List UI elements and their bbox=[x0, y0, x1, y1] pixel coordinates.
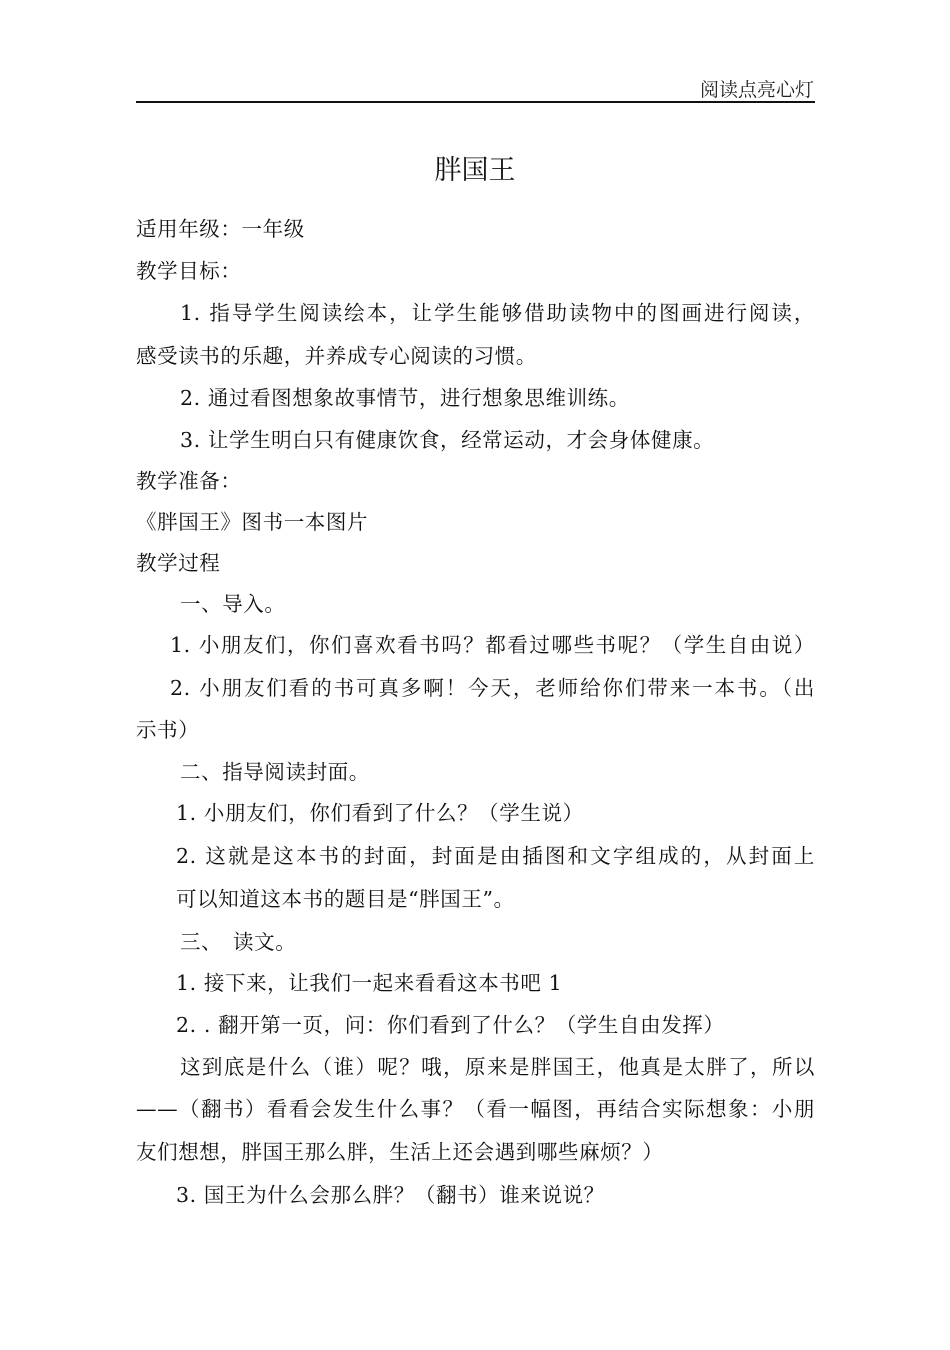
header-rule bbox=[136, 101, 815, 103]
preparation-heading: 教学准备： bbox=[136, 469, 242, 493]
section-2-item-2-line-1: 2. 这就是这本书的封面，封面是由插图和文字组成的，从封面上 bbox=[176, 844, 815, 868]
objective-3: 3. 让学生明白只有健康饮食，经常运动，才会身体健康。 bbox=[180, 428, 715, 452]
section-3-item-1: 1. 接下来，让我们一起来看看这本书吧 1 bbox=[176, 971, 563, 995]
section-2-item-2-line-2: 可以知道这本书的题目是“胖国王”。 bbox=[176, 887, 515, 911]
section-2-item-1: 1. 小朋友们，你们看到了什么？（学生说） bbox=[176, 801, 584, 825]
preparation-content: 《胖国王》图书一本图片 bbox=[136, 510, 369, 534]
section-3-para-line-2: ——（翻书）看看会发生什么事？（看一幅图，再结合实际想象：小朋 bbox=[136, 1097, 815, 1121]
objective-1-line-2: 感受读书的乐趣，并养成专心阅读的习惯。 bbox=[136, 344, 537, 368]
header-text: 阅读点亮心灯 bbox=[699, 79, 814, 101]
objective-1-line-1: 1. 指导学生阅读绘本，让学生能够借助读物中的图画进行阅读， bbox=[180, 301, 815, 325]
objectives-heading: 教学目标： bbox=[136, 259, 242, 283]
section-2-heading: 二、指导阅读封面。 bbox=[180, 760, 370, 784]
section-3-para-line-1: 这到底是什么（谁）呢？哦，原来是胖国王，他真是太胖了，所以 bbox=[180, 1055, 815, 1079]
process-heading: 教学过程 bbox=[136, 551, 221, 575]
section-3-heading: 三、 读文。 bbox=[180, 930, 297, 954]
objective-2: 2. 通过看图想象故事情节，进行想象思维训练。 bbox=[180, 386, 630, 410]
section-1-item-2-line-1: 2. 小朋友们看的书可真多啊！今天，老师给你们带来一本书。（出 bbox=[170, 676, 815, 700]
grade-line: 适用年级：一年级 bbox=[136, 217, 305, 241]
section-3-item-2: 2. . 翻开第一页，问：你们看到了什么？（学生自由发挥） bbox=[176, 1013, 725, 1037]
section-3-para-line-3: 友们想想，胖国王那么胖，生活上还会遇到哪些麻烦？） bbox=[136, 1140, 664, 1164]
section-3-item-3: 3. 国王为什么会那么胖？（翻书）谁来说说？ bbox=[176, 1183, 605, 1207]
section-1-item-2-line-2: 示书） bbox=[136, 718, 200, 742]
document-title: 胖国王 bbox=[434, 155, 516, 186]
section-1-heading: 一、导入。 bbox=[180, 592, 286, 616]
section-1-item-1: 1. 小朋友们，你们喜欢看书吗？都看过哪些书呢？（学生自由说） bbox=[170, 633, 815, 657]
